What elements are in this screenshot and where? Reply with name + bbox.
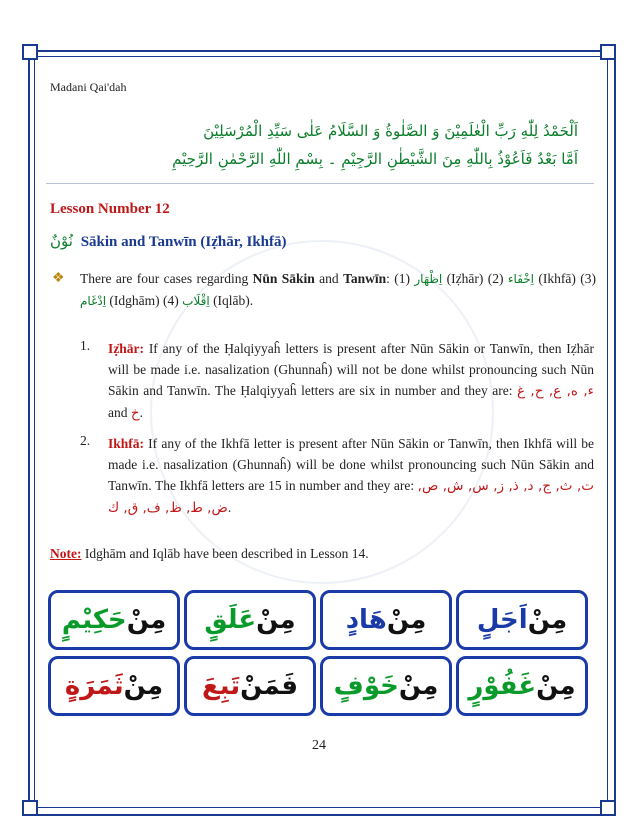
tile-prefix: مِنْ bbox=[398, 671, 439, 701]
example-tile bbox=[184, 590, 316, 650]
izhar-term: Iẓ̈hār: bbox=[108, 341, 144, 356]
example-tile bbox=[320, 590, 452, 650]
item-number: 1. bbox=[80, 338, 91, 353]
intro-ikhfa: (Ikhfā) (3) bbox=[534, 271, 597, 286]
corner-ornament bbox=[600, 800, 616, 816]
subtitle-text: Sākin and Tanwīn (Iẓ̈hār, Ikhfā) bbox=[80, 234, 287, 250]
tile-highlight: خَوْفٍ bbox=[333, 671, 399, 701]
corner-ornament bbox=[22, 800, 38, 816]
note bbox=[50, 546, 369, 562]
intro-idgham: (Idghām) (4) bbox=[106, 293, 183, 308]
tile-highlight: ثَمَرَةٍ bbox=[64, 671, 124, 701]
tile-prefix: مِنْ bbox=[256, 605, 296, 635]
example-tile bbox=[456, 656, 588, 716]
arabic-ikhfa: اِخْفَاء bbox=[507, 272, 535, 286]
item-number: 2. bbox=[80, 433, 91, 448]
example-tile bbox=[320, 656, 452, 716]
example-tile bbox=[456, 590, 588, 650]
tile-prefix: مِنْ bbox=[527, 605, 568, 635]
ikhfa-end: . bbox=[227, 500, 232, 515]
divider bbox=[46, 183, 594, 184]
intro-nun: Nūn Sākin bbox=[252, 271, 315, 286]
intro-iqlab: (Iqlāb). bbox=[209, 293, 254, 308]
tile-highlight: عَلَقٍ bbox=[204, 605, 257, 635]
intro-and: and bbox=[314, 271, 344, 286]
tile-highlight: غَفُوْرٍ bbox=[468, 671, 537, 701]
tile-highlight: تَبِعَ bbox=[202, 671, 241, 701]
tile-prefix: مِنْ bbox=[536, 671, 576, 701]
tile-highlight: اَجَلٍ bbox=[476, 605, 528, 635]
note-text: Idghām and Iqlāb have been described in Lesson 14. bbox=[81, 546, 369, 561]
example-tile bbox=[48, 590, 180, 650]
arabic-idgham: اِدْغَام bbox=[80, 294, 107, 308]
lesson-title: Lesson Number 12 bbox=[50, 201, 170, 217]
izhar-paragraph bbox=[108, 338, 594, 424]
corner-ornament bbox=[22, 44, 38, 60]
ikhfa-paragraph bbox=[108, 433, 594, 519]
ikhfa-term: Ikhfā: bbox=[108, 436, 145, 451]
halqiyyah-letters: ء, ه, ع, ح, غ bbox=[516, 383, 594, 399]
tile-highlight: حَكِيْمٍ bbox=[61, 605, 127, 635]
example-tile bbox=[184, 656, 316, 716]
note-label: Note: bbox=[50, 546, 82, 561]
arabic-iqlab: اِقْلَاب bbox=[182, 294, 210, 308]
example-tile bbox=[48, 656, 180, 716]
intro-izhar: (Iẓ̈hār) (2) bbox=[442, 271, 508, 286]
corner-ornament bbox=[600, 44, 616, 60]
lesson-subtitle bbox=[50, 232, 287, 251]
page-number: 24 bbox=[312, 738, 326, 753]
tile-prefix: مِنْ bbox=[123, 671, 164, 701]
ikhfa-text: If any of the Ikhfā letter is present after Nūn Sākin or Tanwīn, then Ikhfā will be made i.e. nasalization (Ghunnaĥ) will be done whilst pronouncing such Nūn Sākin and Tanwīn. The Ikhfā letters are 15 in number and they are: bbox=[108, 436, 594, 493]
subtitle-arabic: نُوْنٌ bbox=[50, 232, 73, 250]
arabic-invocation-line-1: اَلْحَمْدُ لِلّٰهِ رَبِّ الْعٰلَمِيْنَ وَ الصَّلٰوةُ وَ السَّلَامُ عَلٰى سَيِّدِ الْمُرْسَلِيْنَ bbox=[203, 122, 578, 140]
izhar-and: and bbox=[108, 405, 131, 420]
tile-prefix: مِنْ bbox=[126, 605, 167, 635]
halqiyyah-last-letter: خ bbox=[130, 405, 140, 421]
intro-text: : (1) bbox=[386, 271, 415, 286]
tile-prefix: فَمَنْ bbox=[240, 671, 298, 701]
book-title: Madani Qai'dah bbox=[50, 80, 127, 94]
diamond-bullet-icon: ❖ bbox=[52, 270, 65, 286]
tile-prefix: مِنْ bbox=[386, 605, 427, 635]
ikhfa-letters: ت, ث, ج, د, ذ, ز, س, ش, ص, ض, ط, ظ, ف, ق, ك bbox=[108, 478, 594, 516]
izhar-text: If any of the Ḥalqiyyaĥ letters is present after Nūn Sākin or Tanwīn, then Iẓ̈hār will be made i.e. nasalization (Ghunnaĥ) will not be done whilst pronouncing such Nūn Sākin and Tanwīn. The Ḥalqiyyaĥ letters are six in number and they are: bbox=[108, 341, 594, 398]
tile-highlight: هَادٍ bbox=[345, 605, 387, 635]
arabic-izhar: اِظْهَار bbox=[414, 272, 443, 286]
izhar-end: . bbox=[139, 405, 143, 420]
arabic-invocation-line-2: اَمَّا بَعْدُ فَاَعُوْذُ بِاللّٰهِ مِنَ الشَّيْطٰنِ الرَّجِيْمِ ۔ بِسْمِ اللّٰهِ الرَّحْمٰنِ الرَّحِيْمِ bbox=[172, 150, 578, 168]
intro-paragraph bbox=[80, 268, 596, 312]
intro-text: There are four cases regarding bbox=[80, 271, 253, 286]
intro-tanwin: Tanwīn bbox=[343, 271, 387, 286]
